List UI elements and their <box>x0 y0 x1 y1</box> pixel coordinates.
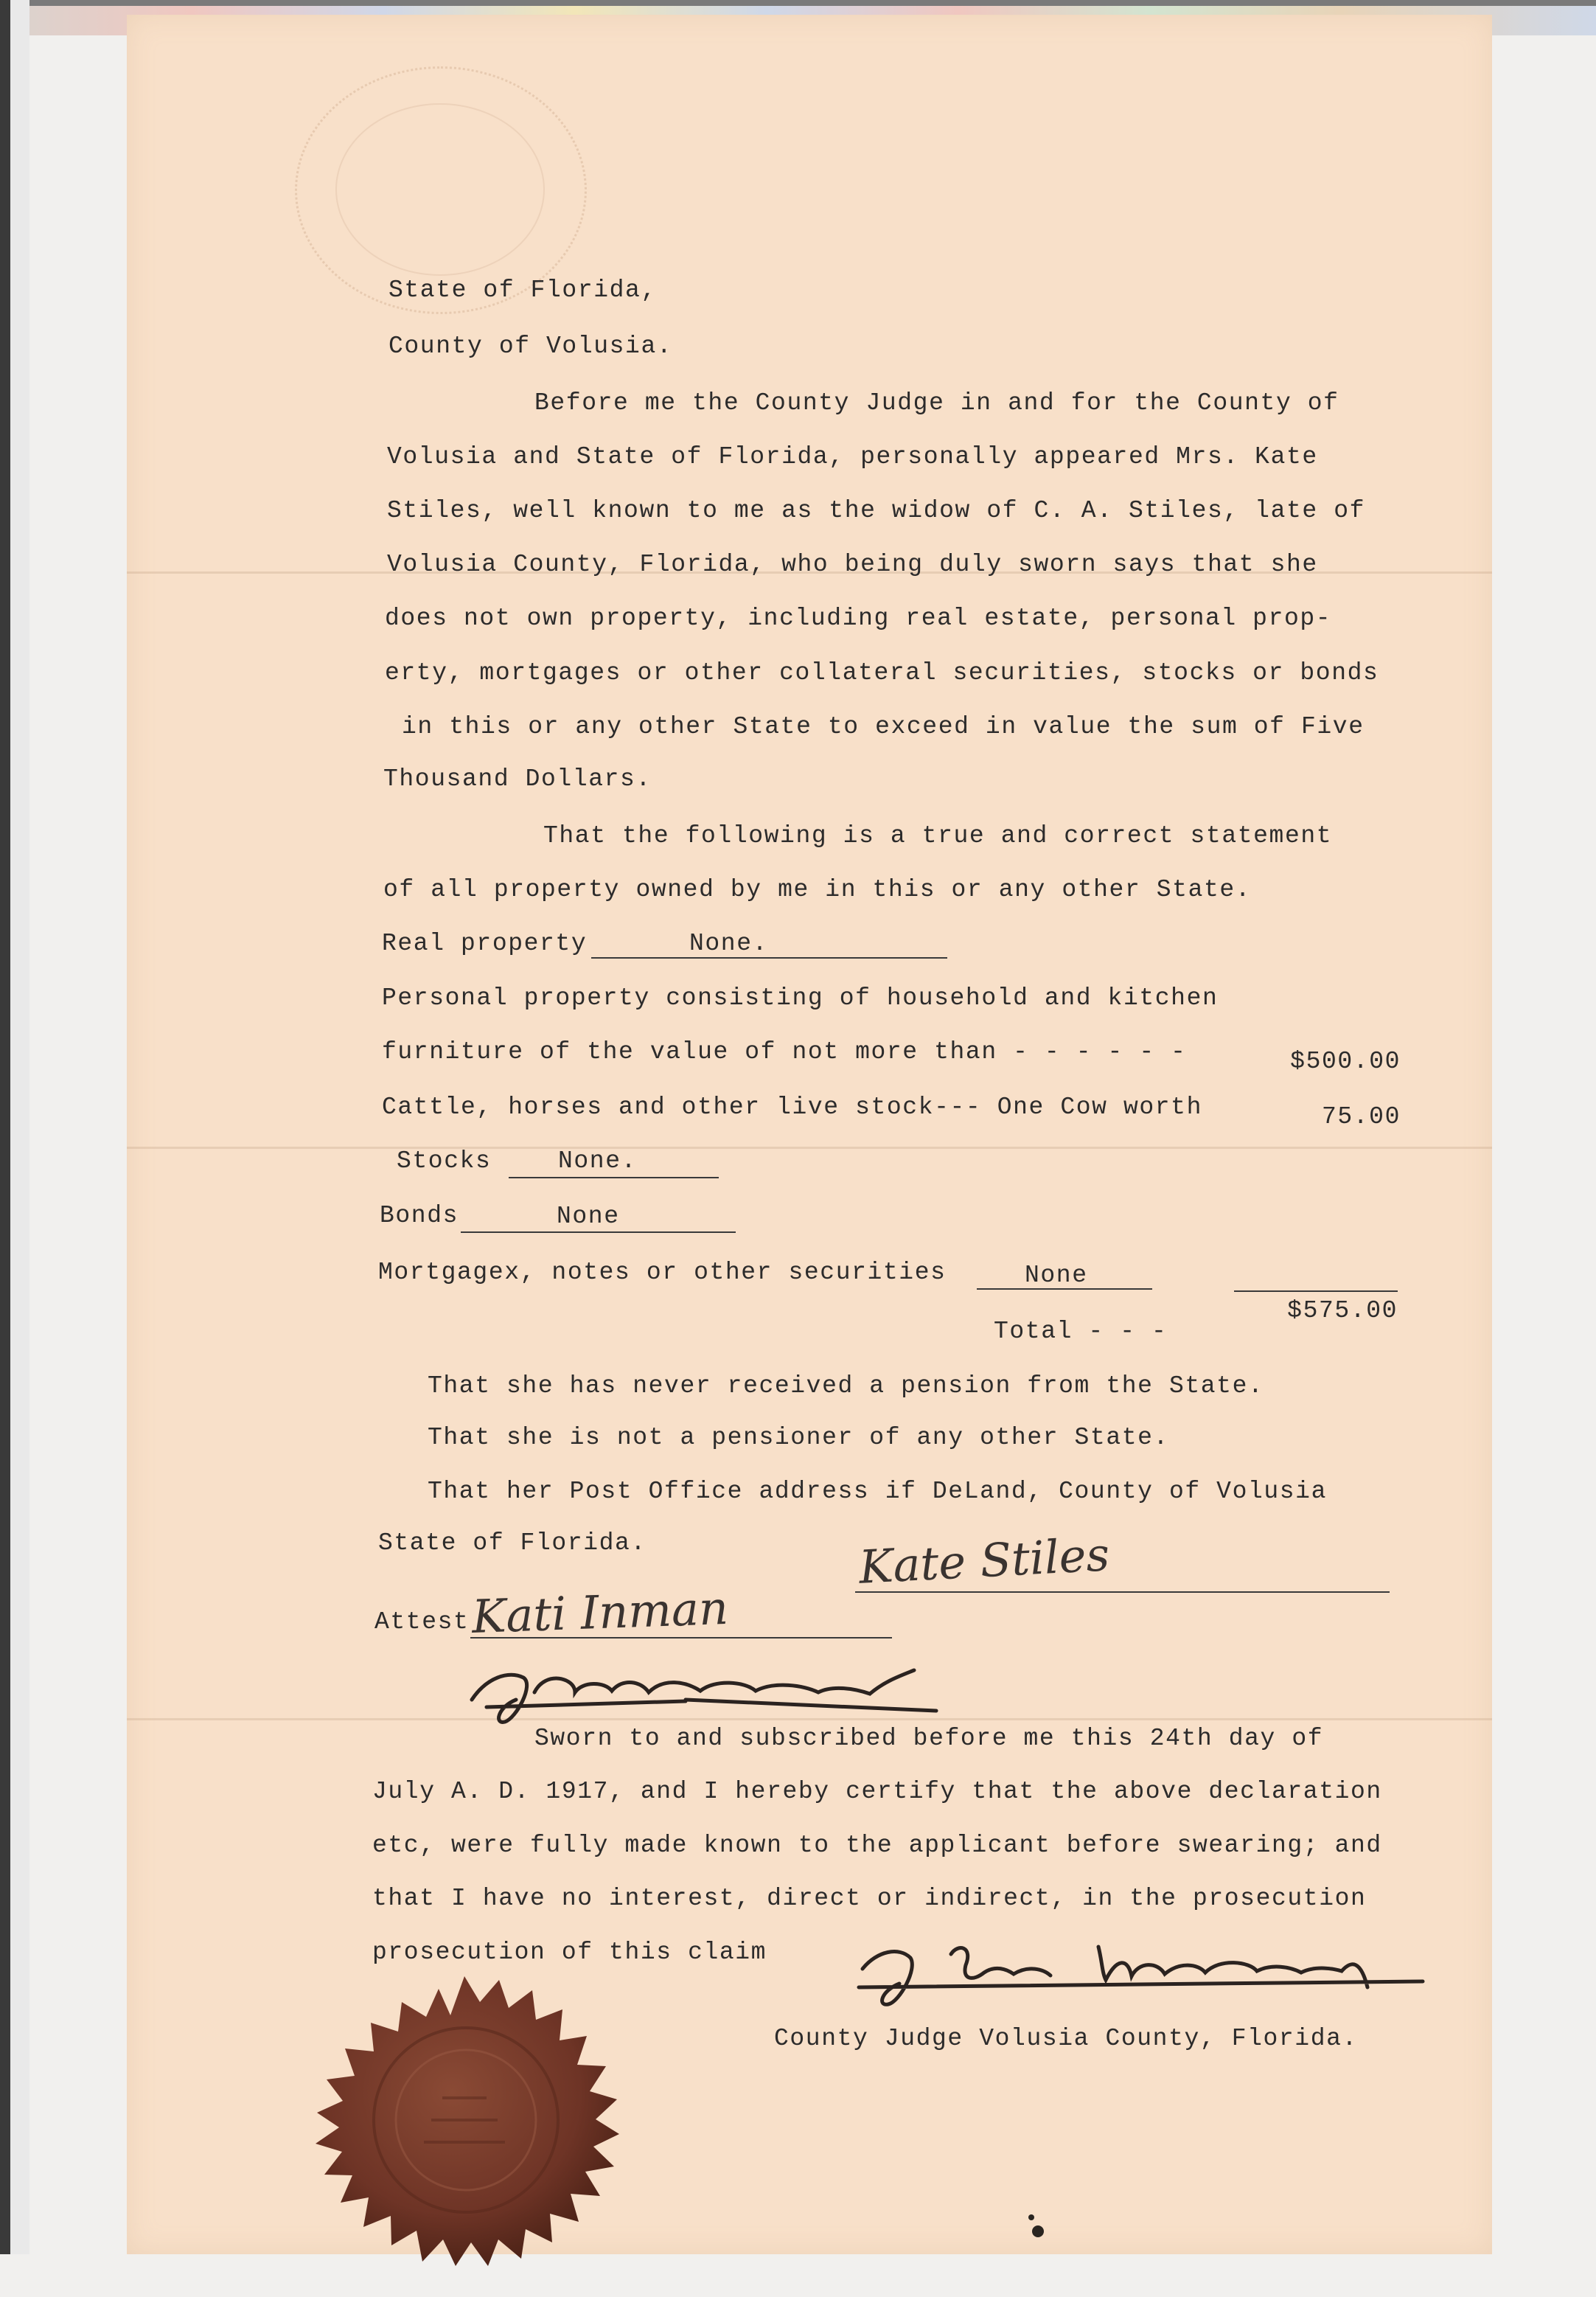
attest-witness-signature: Kati Inman <box>470 1580 730 1644</box>
affidavit-line: Volusia County, Florida, who being duly sworn says that she <box>387 551 1318 578</box>
real-property-label: Real property <box>382 930 588 957</box>
pension-state-line: State of Florida. <box>378 1529 647 1557</box>
paper-fold <box>127 1147 1492 1149</box>
affidavit-line: does not own property, including real estate, personal prop- <box>385 605 1332 632</box>
stocks-label: Stocks <box>397 1147 492 1175</box>
real-property-value: None. <box>689 930 769 957</box>
punch-mark <box>1028 2214 1034 2220</box>
bonds-value: None <box>557 1203 620 1230</box>
mortgages-underline <box>977 1288 1152 1290</box>
affidavit-line: erty, mortgages or other collateral securities, stocks or bonds <box>385 659 1379 687</box>
affidavit-line: Before me the County Judge in and for the County of <box>534 389 1339 417</box>
jurat-line: prosecution of this claim <box>372 1939 767 1966</box>
jurat-line: that I have no interest, direct or indirect, in the prosecution <box>372 1885 1367 1912</box>
total-rule <box>1234 1290 1398 1292</box>
jurat-line: etc, were fully made known to the applicant before swearing; and <box>372 1832 1382 1859</box>
stocks-value: None. <box>558 1147 638 1175</box>
applicant-signature: Kate Stiles <box>857 1527 1111 1594</box>
mortgages-value: None <box>1025 1262 1088 1289</box>
real-property-underline <box>591 957 947 959</box>
pension-line: That she has never received a pension from the State. <box>428 1372 1264 1400</box>
scan-top-edge <box>0 0 1596 6</box>
affidavit-line: Volusia and State of Florida, personally appeared Mrs. Kate <box>387 443 1318 470</box>
cattle-value: 75.00 <box>1321 1103 1401 1130</box>
pension-line: That her Post Office address if DeLand, County of Volusia <box>428 1478 1327 1505</box>
applicant-signature-line <box>855 1591 1390 1593</box>
pension-line: That she is not a pensioner of any other State. <box>428 1424 1169 1451</box>
mortgages-label: Mortgagex, notes or other securities <box>378 1259 947 1286</box>
wax-seal <box>284 1973 645 2297</box>
jurat-line: July A. D. 1917, and I hereby certify that the above declaration <box>372 1778 1382 1805</box>
scan-left-margin <box>10 0 29 2254</box>
personal-property-line: Personal property consisting of household and kitchen <box>382 984 1219 1012</box>
document-paper <box>127 15 1492 2254</box>
statement-line: of all property owned by me in this or any other State. <box>383 876 1252 903</box>
statement-line: That the following is a true and correct statement <box>543 822 1333 849</box>
bonds-underline <box>461 1231 736 1233</box>
affidavit-line: in this or any other State to exceed in value the sum of Five <box>402 713 1365 740</box>
bonds-label: Bonds <box>380 1202 459 1229</box>
cattle-line: Cattle, horses and other live stock--- One Cow worth <box>382 1094 1202 1121</box>
punch-mark <box>1032 2225 1044 2237</box>
county-heading: County of Volusia. <box>388 333 673 360</box>
scan-left-edge <box>0 0 10 2254</box>
judge-signature-mark <box>464 1648 951 1737</box>
judge-title: County Judge Volusia County, Florida. <box>774 2025 1358 2052</box>
affidavit-line: Stiles, well known to me as the widow of C. A. Stiles, late of <box>387 497 1365 524</box>
county-judge-signature <box>848 1928 1430 2009</box>
attest-signature-line <box>470 1637 892 1639</box>
embossed-seal-ghost-inner <box>335 103 545 276</box>
total-label: Total - - - <box>994 1318 1168 1345</box>
attest-label: Attest <box>374 1608 470 1636</box>
affidavit-line: Thousand Dollars. <box>383 765 652 793</box>
jurat-line: Sworn to and subscribed before me this 24th day of <box>534 1725 1324 1752</box>
stocks-underline <box>509 1177 719 1178</box>
personal-property-value: $500.00 <box>1290 1048 1401 1075</box>
state-heading: State of Florida, <box>388 277 657 304</box>
total-value: $575.00 <box>1287 1297 1398 1324</box>
personal-property-line: furniture of the value of not more than - - - - - - <box>382 1038 1187 1066</box>
